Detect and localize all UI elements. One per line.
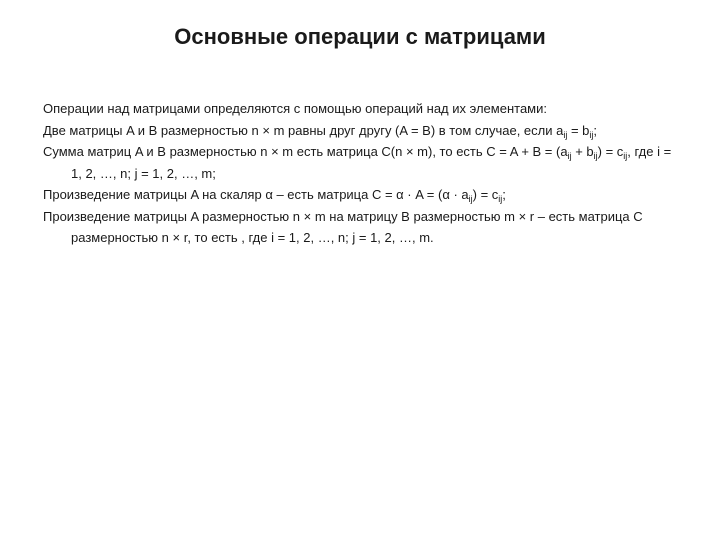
- subscript: ij: [468, 194, 473, 204]
- text-run: ) = c: [472, 187, 499, 202]
- slide-title: Основные операции с матрицами: [174, 24, 546, 49]
- paragraph-equality: [43, 120, 683, 142]
- paragraph-scalar: [43, 184, 683, 206]
- subscript: ij: [593, 151, 598, 161]
- subscript: ij: [589, 129, 594, 140]
- text-run: Операции над матрицами определяются с помощью операций над их элементами:: [43, 101, 547, 116]
- text-run: , где i = 1, 2, …, n; j = 1, 2, …, m;: [71, 144, 672, 181]
- subscript: ij: [623, 151, 628, 161]
- text-run: Произведение матрицы A размерностью n × m на матрицу B размерностью m × r – есть матрица C размерностью n × r, то есть , где i = 1, 2, …, n; j = 1, 2, …, m.: [43, 208, 643, 245]
- text-run: = b: [567, 122, 590, 138]
- text-run: ;: [502, 187, 506, 202]
- subscript: ij: [498, 194, 503, 204]
- subscript: ij: [563, 129, 568, 140]
- paragraph-product: [43, 206, 683, 249]
- text-run: ;: [593, 122, 598, 138]
- paragraph-intro: [43, 98, 683, 120]
- text-run: + b: [571, 144, 594, 159]
- text-run: Произведение матрицы A на скаляр α – есть матрица C = α · A = (α · a: [43, 187, 469, 202]
- subscript: ij: [567, 151, 572, 161]
- paragraph-sum: [43, 141, 683, 184]
- text-run: Сумма матриц A и B размерностью n × m есть матрица C(n × m), то есть C = A + B = (a: [43, 144, 568, 159]
- slide-body: [43, 98, 683, 249]
- text-run: ) = c: [597, 144, 624, 159]
- text-run: Две матрицы A и B размерностью n × m равны друг другу (A = B) в том случае, если a: [43, 122, 564, 138]
